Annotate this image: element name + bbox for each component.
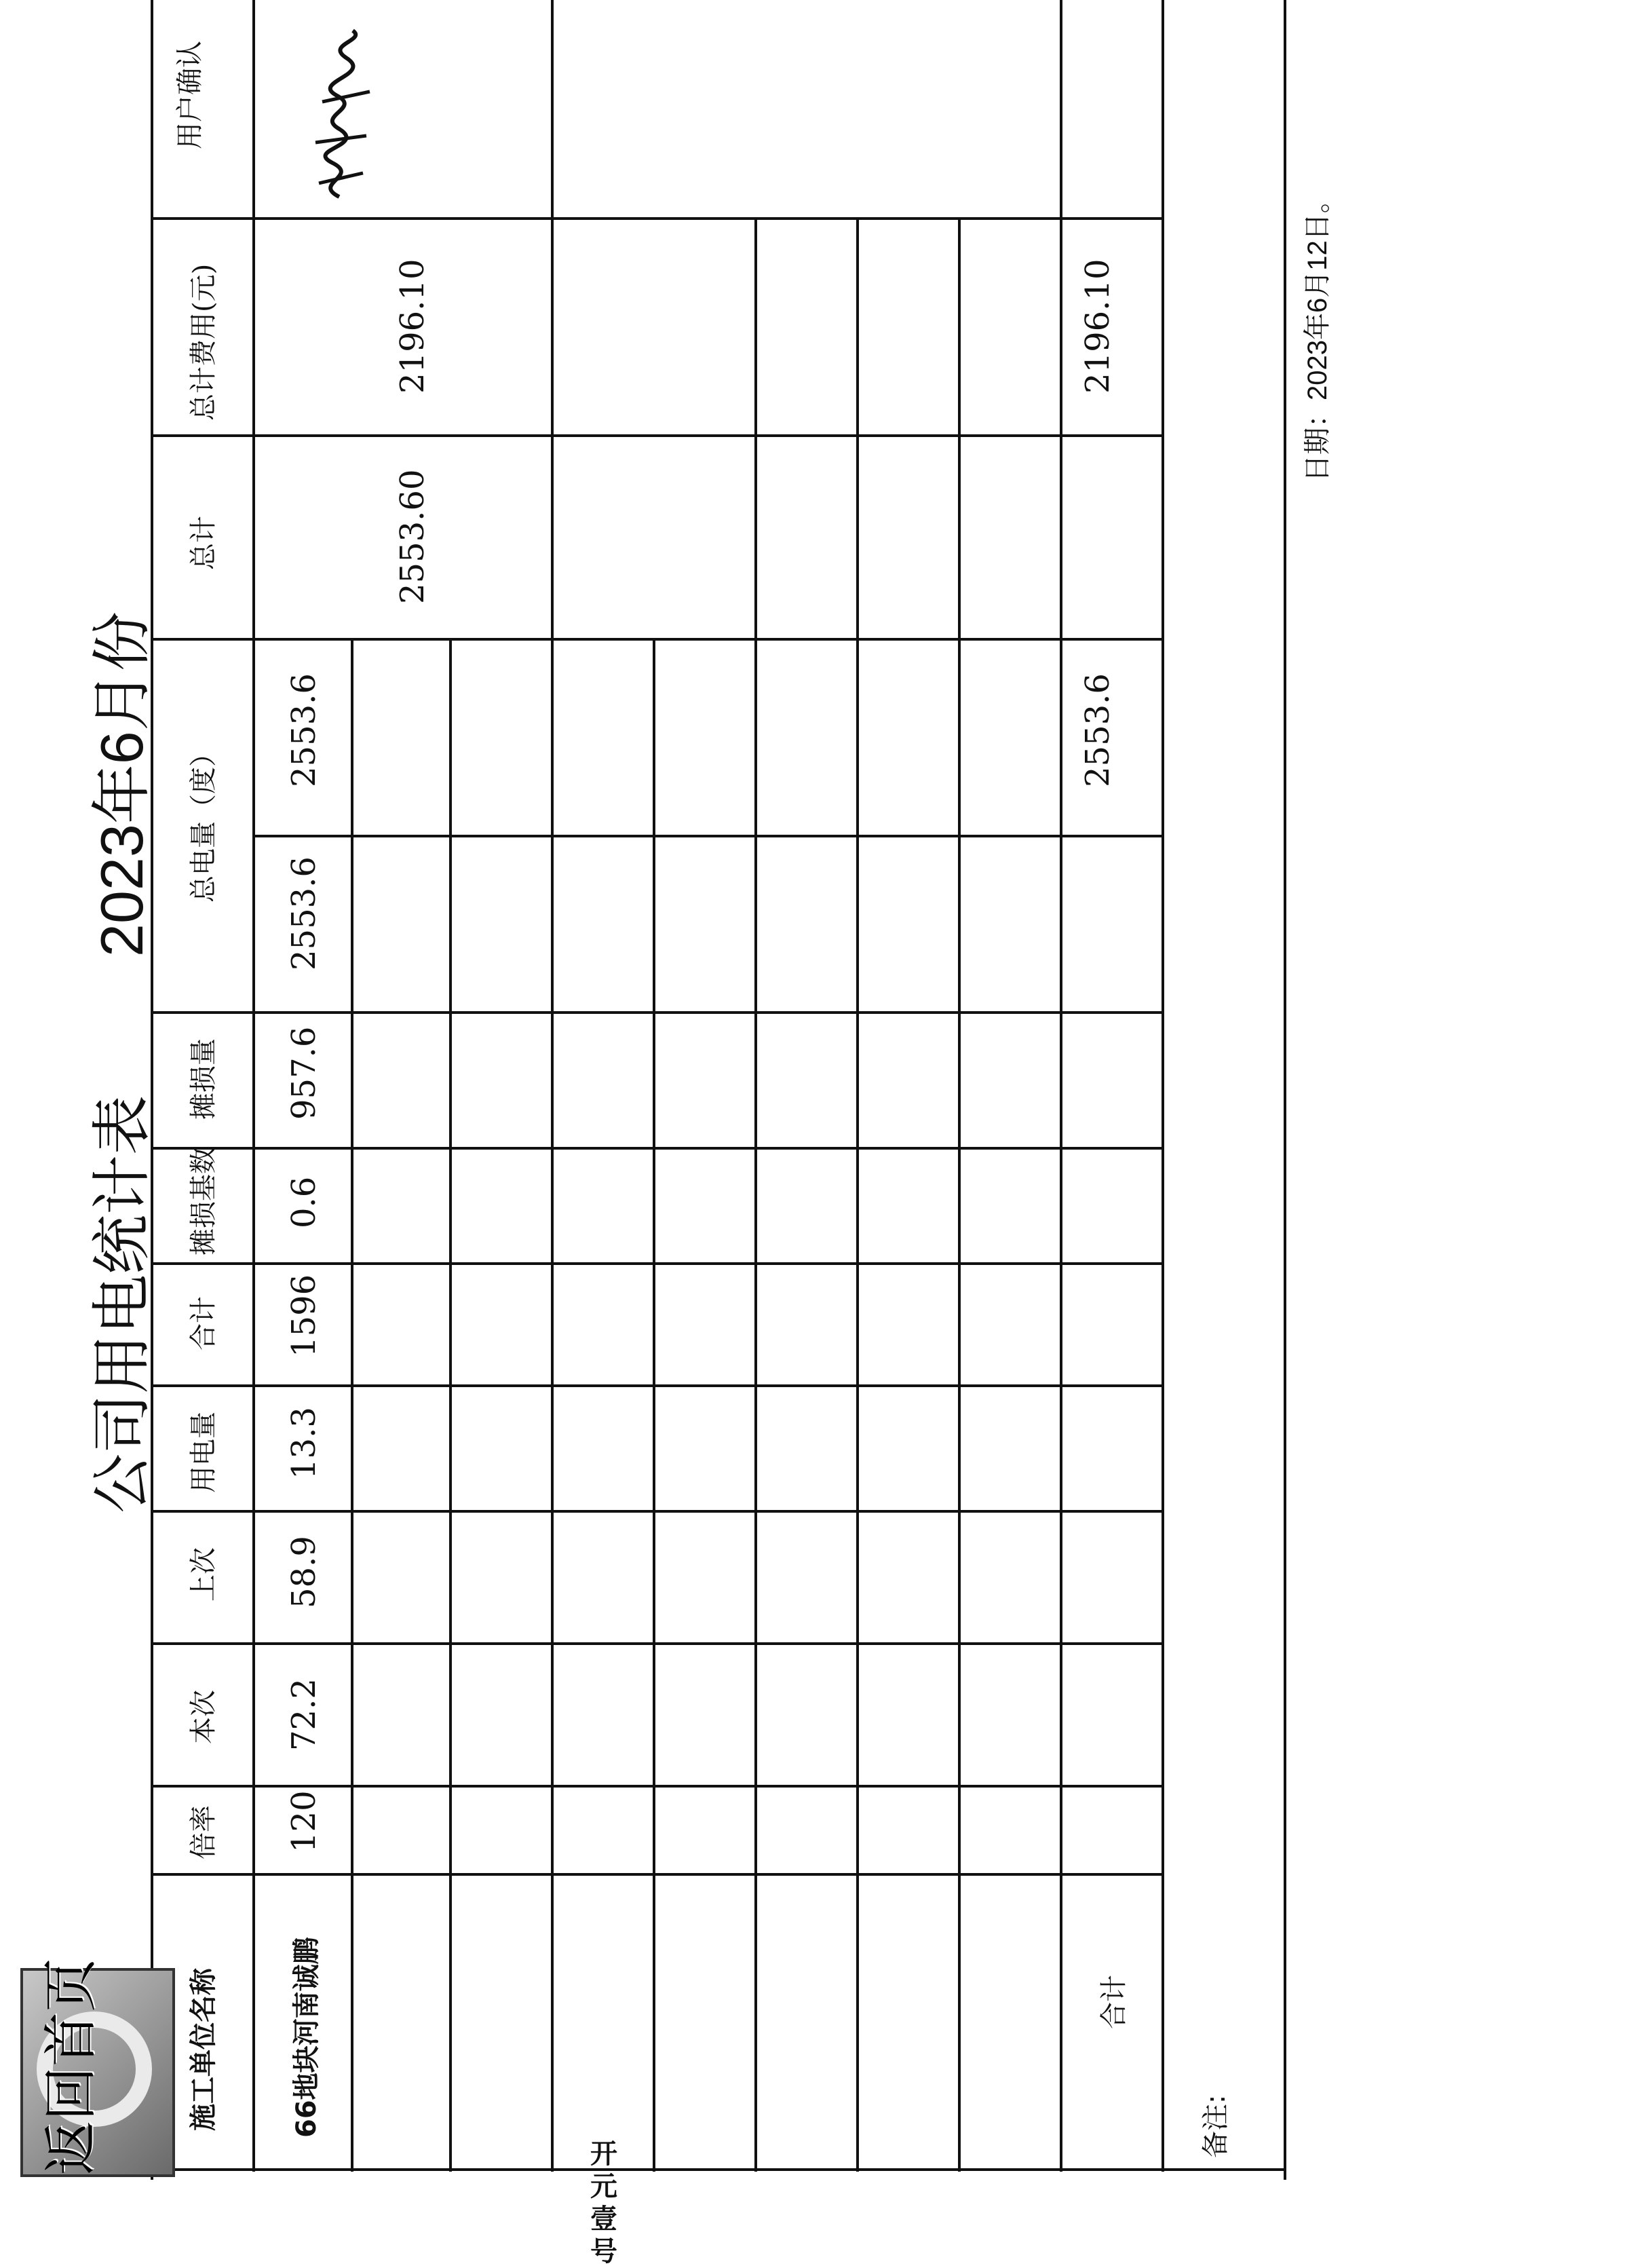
col-line-i: [1060, 0, 1062, 2172]
header-loss-coef: 摊损基数: [188, 1147, 219, 1255]
col-line-j: [1162, 0, 1164, 2172]
header-loss: 摊损量: [188, 1038, 219, 1120]
col-line-d: [551, 0, 554, 2172]
hline-bottom: [151, 2168, 1284, 2171]
col-line-g: [856, 217, 859, 2172]
table-right-border: [1284, 0, 1286, 2180]
cell-total-cost: 2196.10: [394, 259, 431, 394]
home-link[interactable]: 返回首页: [39, 1958, 102, 2175]
hline-totalcost: [151, 434, 1162, 437]
col-line-c: [449, 638, 452, 2172]
footer-label: 合计: [1098, 1975, 1130, 2029]
hline-grandtotal: [151, 638, 1162, 641]
cell-subtotal: 1596: [285, 1274, 323, 1357]
hline-losscoef: [151, 1147, 1162, 1150]
signature-image: [299, 27, 387, 204]
col-line-h: [958, 217, 961, 2172]
header-previous: 上次: [188, 1547, 219, 1602]
hline-subtotal: [151, 1262, 1162, 1265]
header-multiplier: 倍率: [188, 1805, 219, 1859]
hline-previous: [151, 1510, 1162, 1513]
col-line-b: [351, 638, 353, 2172]
header-unit-name: 施工单位名称: [188, 1968, 219, 2131]
cell-multiplier: 120: [285, 1790, 323, 1853]
col-line-e: [653, 638, 655, 2172]
col-line-f: [754, 217, 757, 2172]
hline-kwh-split: [252, 835, 1162, 837]
cell-previous: 58.9: [285, 1536, 323, 1608]
header-user-confirm: 用户确认: [174, 41, 206, 149]
cell-grand-total: 2553.60: [394, 469, 431, 604]
side-stamp: [590, 2138, 617, 2268]
hline-multiplier: [151, 1785, 1162, 1788]
cell-total-kwh-b: 2553.6: [285, 673, 323, 787]
hline-userconfirm: [151, 217, 1162, 220]
cell-loss-coef: 0.6: [285, 1176, 323, 1228]
cell-usage: 13.3: [285, 1407, 323, 1479]
cell-current: 72.2: [285, 1678, 323, 1751]
table-left-border: [151, 0, 153, 2180]
hline-usage: [151, 1384, 1162, 1387]
hline-unitname: [151, 1873, 1162, 1876]
remarks-label: 备注:: [1200, 2094, 1231, 2158]
footer-total-kwh: 2553.6: [1079, 673, 1117, 787]
cell-total-kwh-a: 2553.6: [285, 856, 323, 970]
header-grand-total: 总计: [188, 516, 219, 570]
header-total-cost: 总计费用(元): [188, 263, 219, 421]
header-current: 本次: [188, 1690, 219, 1744]
header-total-kwh: 总电量（度）: [188, 740, 219, 903]
page-title-rotated: 公司用电统计表: [87, 1095, 157, 1513]
header-usage: 用电量: [188, 1412, 219, 1493]
side-stamp-text: 开元壹号: [590, 2138, 617, 2267]
cell-unit-name: 66地块河南诚鹏: [291, 1937, 322, 2138]
cell-loss: 957.6: [285, 1026, 323, 1120]
hline-loss: [151, 1011, 1162, 1014]
hline-current: [151, 1642, 1162, 1645]
footer-total-cost: 2196.10: [1079, 259, 1117, 394]
col-line-a: [252, 0, 255, 2172]
header-subtotal: 合计: [188, 1296, 219, 1350]
month-label-rotated: 2023年6月份: [88, 611, 155, 957]
date-text: 日期：2023年6月12日。: [1303, 186, 1332, 482]
